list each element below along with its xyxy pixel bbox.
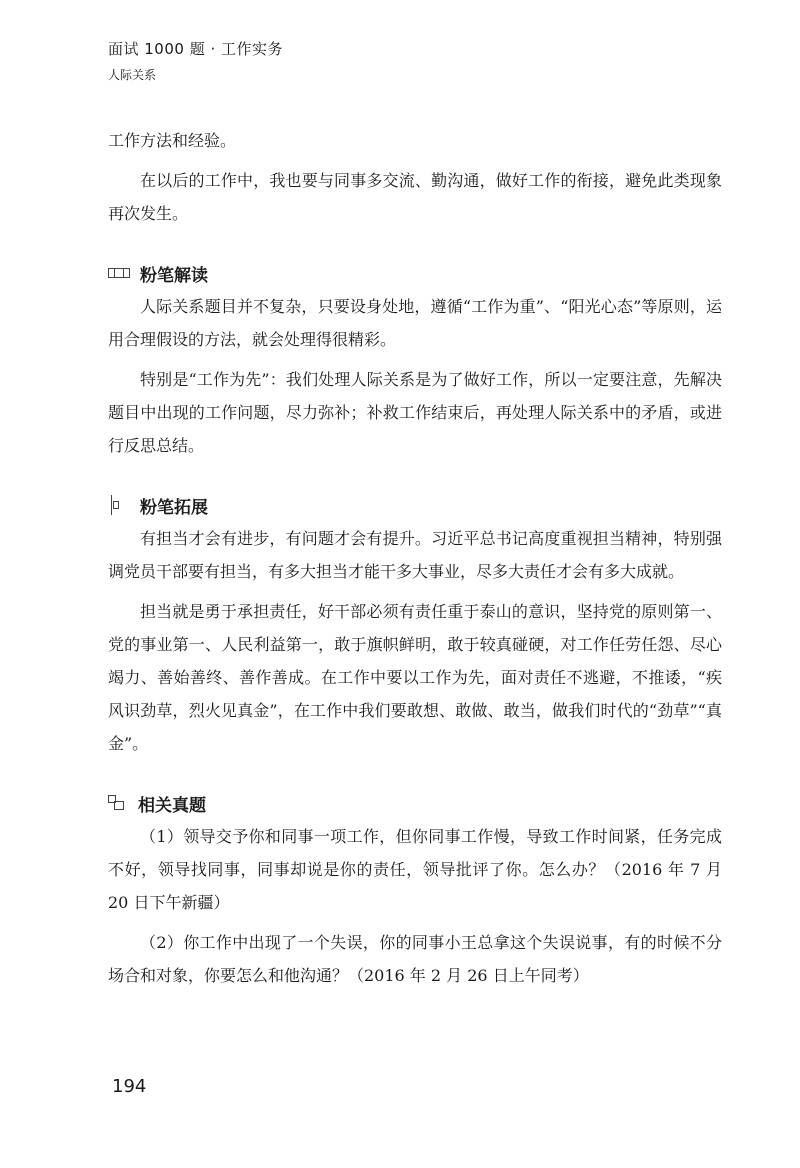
paragraph: 有担当才会有进步，有问题才会有提升。习近平总书记高度重视担当精神，特别强调党员干部要有担当，有多大担当才能干多大事业，尽多大责任才会有多大成就。 — [108, 529, 722, 581]
question-item: （1）领导交予你和同事一项工作，但你同事工作慢，导致工作时间紧，任务完成不好，领导找同事，同事却说是你的责任，领导批评了你。怎么办？（2016 年 7 月 20 日下午新疆） — [108, 827, 722, 912]
section-heading — [108, 488, 722, 522]
section-reading — [108, 256, 722, 462]
paragraph: 特别是“工作为先”：我们处理人际关系是为了做好工作，所以一定要注意，先解决题目中出现的工作问题，尽力弥补；补救工作结束后，再处理人际关系中的矛盾，或进行反思总结。 — [108, 370, 722, 455]
section-title: 相关真题 — [138, 795, 206, 816]
expand-icon — [108, 495, 122, 515]
page-body — [108, 124, 722, 999]
paragraph: 在以后的工作中，我也要与同事多交流、勤沟通，做好工作的衔接，避免此类现象再次发生。 — [108, 171, 722, 223]
chapter-title: 人际关系 — [108, 68, 157, 82]
page-number: 194 — [112, 1076, 147, 1097]
paragraph: 担当就是勇于承担责任，好干部必须有责任重于泰山的意识，坚持党的原则第一、党的事业第一、人民利益第一，敢于旗帜鲜明，敢于较真碰硬，对工作任劳任怨、尽心竭力、善始善终、善作善成。在工作中要以工作为先，面对责任不逃避，不推诿，“疾风识劲草，烈火见真金”，在工作中我们要敢想、敢做、敢当，做我们时代的“劲草”“真金”。 — [108, 602, 722, 753]
running-header — [108, 38, 283, 83]
section-title: 粉笔拓展 — [140, 497, 208, 518]
section-heading — [108, 786, 722, 820]
related-icon — [108, 795, 126, 811]
section-related — [108, 786, 722, 992]
book-title: 面试 1000 题 · 工作实务 — [108, 40, 284, 58]
book-icon — [108, 266, 132, 280]
section-heading — [108, 256, 722, 290]
section-expand — [108, 488, 722, 760]
paragraph: 工作方法和经验。 — [108, 131, 237, 150]
question-item: （2）你工作中出现了一个失误，你的同事小王总拿这个失误说事，有的时候不分场合和对象，你要怎么和他沟通？（2016 年 2 月 26 日上午同考） — [108, 933, 722, 985]
paragraph: 人际关系题目并不复杂，只要设身处地，遵循“工作为重”、“阳光心态”等原则，运用合理假设的方法，就会处理得很精彩。 — [108, 297, 722, 349]
section-title: 粉笔解读 — [140, 265, 208, 286]
